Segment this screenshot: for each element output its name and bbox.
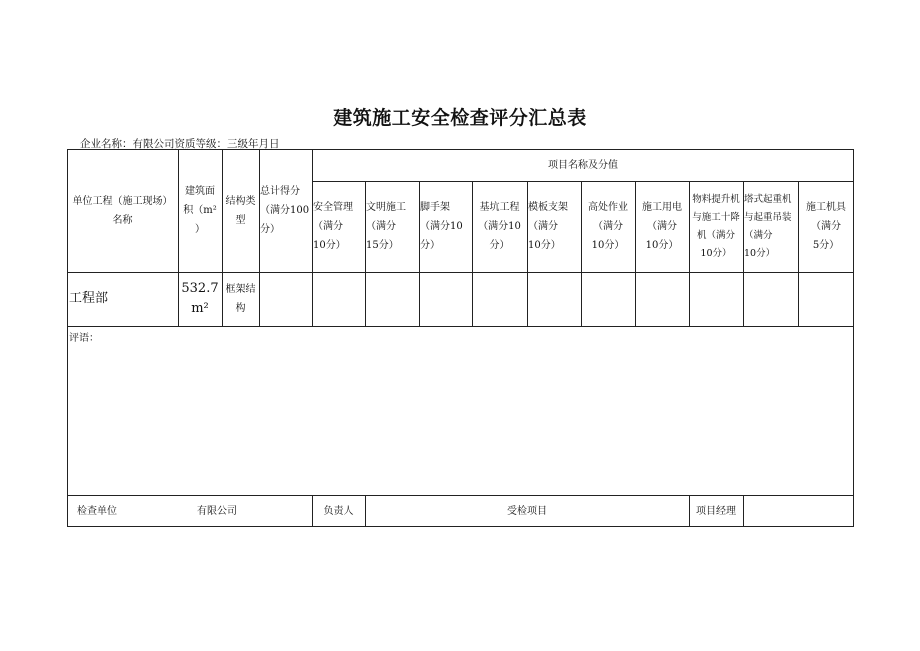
footer-inspect-unit-value: 有限公司 — [197, 505, 237, 517]
document-title: 建筑施工安全检查评分汇总表 — [333, 107, 587, 129]
header-item-work-at-height: 高处作业 （满分 10分） — [588, 202, 628, 251]
header-unit-project: 单位工程（施工现场） 名称 — [72, 195, 173, 226]
comment-label: 评语： — [69, 333, 99, 344]
header-item-formwork-support: 模板支架 （满分 10分） — [528, 202, 568, 251]
header-items-group: 项目名称及分值 — [548, 159, 618, 171]
header-item-scaffolding: 脚手架 （满分10 分） — [420, 202, 463, 251]
footer-responsible-label: 负责人 — [323, 505, 354, 517]
header-total-score: 总计得分 （满分100 分） — [260, 186, 310, 235]
header-item-material-hoist: 物料提升机 与施工十降 机（满分 10分） — [692, 193, 740, 259]
header-item-construction-machinery: 施工机具 （满分 5分） — [806, 202, 846, 251]
header-item-tower-crane: 塔式起重机 与起重吊装 （满分 10分） — [744, 193, 792, 259]
header-building-area: 建筑面 积（m² ） — [183, 186, 217, 235]
company-info-line: 企业名称：有限公司资质等级：三级年月日 — [80, 138, 280, 150]
header-item-safety-management: 安全管理 （满分 10分） — [313, 202, 353, 251]
header-item-civilized-construction: 文明施工 （满分 15分） — [366, 202, 406, 251]
footer-project-manager-label: 项目经理 — [696, 505, 736, 517]
header-structure-type: 结构类 型 — [225, 195, 256, 226]
score-summary-table — [67, 149, 854, 527]
header-item-foundation-pit: 基坑工程 （满分10 分） — [478, 202, 521, 251]
footer-inspected-project-label: 受检项目 — [507, 505, 547, 517]
row-project-name: 工程部 — [69, 291, 109, 306]
footer-inspect-unit-label: 检查单位 — [77, 505, 117, 517]
row-structure-type: 框架结 构 — [225, 284, 256, 314]
row-building-area: 532.7 m² — [181, 281, 219, 316]
header-item-construction-electricity: 施工用电 （满分 10分） — [642, 202, 682, 251]
